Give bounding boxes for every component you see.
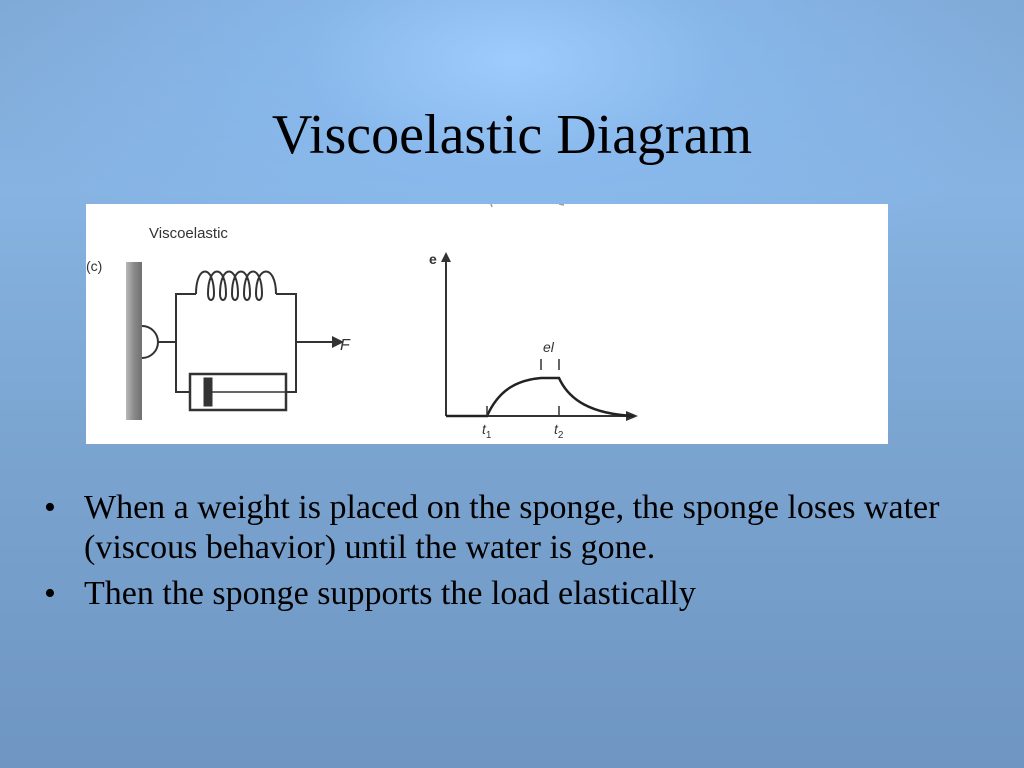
figure-heading: Viscoelastic: [149, 225, 228, 242]
wall-mount: [142, 326, 158, 358]
cropped-top-marks: [491, 204, 564, 207]
viscoelastic-diagram: [86, 204, 888, 444]
slide-title: Viscoelastic Diagram: [271, 104, 753, 166]
bullet-text: Then the sponge supports the load elastically: [84, 575, 696, 612]
t1-label: $t_1$: [482, 421, 492, 441]
graph-axes: [446, 260, 626, 416]
bullet-item: [44, 574, 984, 614]
y-axis-arrow: [441, 252, 451, 262]
strain-curve: [446, 378, 634, 416]
plateau-markers: [541, 359, 559, 370]
force-label: F: [340, 337, 350, 354]
bullet-text: When a weight is placed on the sponge, the sponge loses water (viscous behavior) until the water is gone.: [84, 489, 940, 566]
time-ticks: [487, 406, 559, 416]
dashpot-icon: [190, 374, 286, 410]
panel-label: (c): [86, 258, 103, 274]
bullet-item: [44, 488, 984, 568]
fixed-wall: [126, 262, 142, 420]
spring-icon: [196, 272, 276, 301]
viscoelastic-figure: [86, 204, 888, 444]
bullet-icon: •: [44, 575, 56, 612]
plateau-label: el: [543, 339, 554, 355]
bullet-list: [44, 488, 984, 620]
parallel-frame: [176, 294, 318, 392]
bullet-icon: •: [44, 489, 56, 526]
y-axis-label: e: [429, 251, 437, 267]
t2-label: $t_2$: [554, 421, 564, 441]
